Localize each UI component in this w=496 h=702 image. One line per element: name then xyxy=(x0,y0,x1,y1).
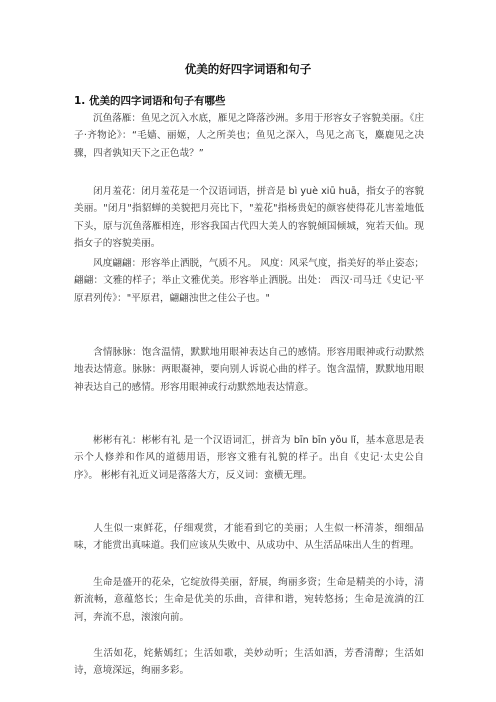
section-heading: 1. 优美的四字词语和句子有哪些 xyxy=(74,95,226,107)
paragraph-text: 生活如花，姹紫嫣红；生活如歌，美妙动听；生活如酒，芳香清醇；生活如诗，意境深远，绚丽多彩。 xyxy=(74,648,424,677)
paragraph-text: 含情脉脉：饱含温情，默默地用眼神表达自己的感情。形容用眼神或行动默然地表达情意。脉脉：两眼凝神，要向别人诉说心曲的样子。饱含温情，默默地用眼神表达自己的感情。形容用眼神或行动默然地表达情意。 xyxy=(74,347,424,393)
paragraph xyxy=(74,183,424,252)
document-title: 优美的好四字词语和句子 xyxy=(184,62,312,76)
paragraph-text: 风度翩翩：形容举止洒脱，气质不凡。 风度：风采气度，指美好的举止姿态；翩翩：文雅的样子；举止文雅优美。形容举止洒脱。出处： 西汉·司马迁《史记·平原君列传》："平原君，翩翩浊世之佳公子也。" xyxy=(74,258,424,304)
paragraph xyxy=(74,110,424,162)
paragraph xyxy=(74,574,424,626)
paragraph xyxy=(74,645,424,680)
paragraph xyxy=(74,432,424,484)
paragraph-text: 彬彬有礼：彬彬有礼 是一个汉语词汇，拼音为 bīn bīn yǒu lǐ，基本意思是表示个人修养和作风的道德用语，形容文雅有礼貌的样子。出自《史记·太史公自序》。 彬彬有礼近义词是落落大方，反义词：蛮横无理。 xyxy=(74,435,424,481)
paragraph xyxy=(74,344,424,396)
paragraph-text: 闭月羞花：闭月羞花是一个汉语词语，拼音是 bì yuè xiū huā，指女子的容貌美丽。"闭月"指貂蝉的美貌把月亮比下，"羞花"指杨贵妃的颜容使得花儿害羞地低下头，原与沉鱼落雁相连，形容我国古代四大美人的容貌倾国倾城，宛若天仙。现指女子的容貌美丽。 xyxy=(74,186,424,249)
paragraph xyxy=(74,520,424,555)
paragraph-text: 生命是盛开的花朵，它绽放得美丽，舒展，绚丽多资；生命是精美的小诗，清新流畅，意蕴悠长；生命是优美的乐曲，音律和谐，宛转悠扬；生命是流淌的江河，奔流不息，滚滚向前。 xyxy=(74,577,424,623)
paragraph-text: 人生似一束鲜花，仔细观赏，才能看到它的美丽；人生似一杯清茶，细细品味，才能赏出真味道。我们应该从失败中、从成功中、从生活品味出人生的哲理。 xyxy=(74,523,424,552)
paragraph-text: 沉鱼落雁：鱼见之沉入水底，雁见之降落沙洲。多用于形容女子容貌美丽。《庄子·齐物论》：“毛嫱、丽姬，人之所美也；鱼见之深入，鸟见之高飞，麋鹿见之决骤，四者孰知天下之正色哉？” xyxy=(74,113,424,159)
paragraph xyxy=(74,255,424,307)
